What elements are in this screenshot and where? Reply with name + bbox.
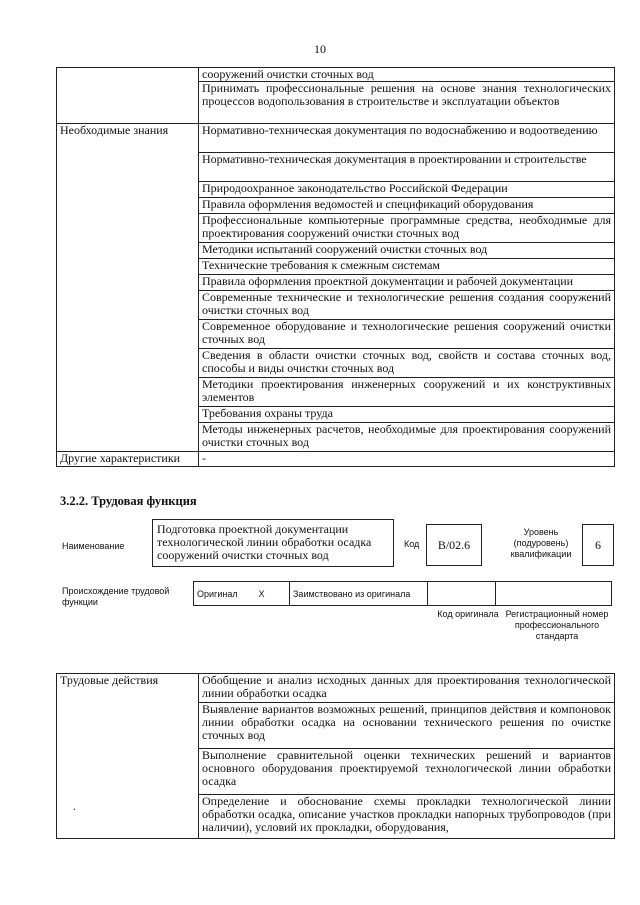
page-number: 10 — [314, 42, 326, 56]
knowledge-item: Методы инженерных расчетов, необходимые для проектирования сооружений очистки сточных вод — [199, 423, 615, 452]
knowledge-item: Методики испытаний сооружений очистки сточных вод — [199, 243, 615, 259]
name-label: Наименование — [62, 541, 125, 551]
labor-actions-label-text: Трудовые действия — [60, 673, 159, 687]
skill-item: сооружений очистки сточных вод — [199, 68, 615, 82]
labor-action-item: Обобщение и анализ исходных данных для проектирования технологической линии обработки осадка — [199, 674, 615, 703]
original-code-caption: Код оригинала — [437, 609, 499, 619]
labor-action-item: Выполнение сравнительной оценки технических решений и вариантов основного оборудования проектируемой технологической линии обработки осадка — [199, 749, 615, 795]
stray-mark: . — [73, 799, 76, 813]
code-label: Код — [404, 539, 420, 549]
knowledge-item: Методики проектирования инженерных сооружений и их конструктивных элементов — [199, 378, 615, 407]
knowledge-item: Профессиональные компьютерные программные средства, необходимые для проектирования сооружений очистки сточных вод — [199, 214, 615, 243]
table-label-cell — [57, 68, 199, 124]
knowledge-item: Современные технические и технологические решения создания сооружений очистки сточных вод — [199, 291, 615, 320]
section-heading: 3.2.2. Трудовая функция — [60, 494, 197, 508]
knowledge-item: Сведения в области очистки сточных вод, свойств и состава сточных вод, способы и виды очистки сточных вод — [199, 349, 615, 378]
original-mark: X — [256, 582, 290, 606]
knowledge-item: Нормативно-техническая документация в проектировании и строительстве — [199, 153, 615, 182]
labor-action-item: Определение и обоснование схемы прокладки технологической линии обработки осадка, описание участков прокладки напорных трубопроводов (при наличии), условий их прокладки, оборудования, — [199, 795, 615, 839]
knowledge-table — [56, 67, 615, 467]
original-code-cell — [428, 582, 496, 606]
other-characteristics-value: - — [199, 452, 615, 467]
origin-label: Происхождение трудовой функции — [62, 586, 170, 607]
knowledge-label: Необходимые знания — [57, 124, 199, 452]
borrowed-label: Заимствовано из оригинала — [290, 582, 428, 606]
labor-actions-label — [57, 674, 199, 839]
origin-table — [193, 581, 612, 606]
knowledge-item: Современное оборудование и технологические решения сооружений очистки сточных вод — [199, 320, 615, 349]
knowledge-item: Нормативно-техническая документация по водоснабжению и водоотведению — [199, 124, 615, 153]
registration-number-cell — [496, 582, 612, 606]
labor-actions-table — [56, 673, 615, 839]
registration-number-caption: Регистрационный номер профессионального стандарта — [505, 609, 609, 641]
knowledge-item: Правила оформления проектной документации и рабочей документации — [199, 275, 615, 291]
knowledge-item: Правила оформления ведомостей и спецификаций оборудования — [199, 198, 615, 214]
original-label: Оригинал — [194, 582, 256, 606]
qualification-level-box: 6 — [582, 524, 614, 566]
function-code-box: B/02.6 — [426, 524, 482, 566]
knowledge-item: Требования охраны труда — [199, 407, 615, 423]
skill-item: Принимать профессиональные решения на основе знания технологических процессов водопользования в строительстве и эксплуатации объектов — [199, 82, 615, 124]
qualification-level-label: Уровень (подуровень) квалификации — [510, 527, 572, 559]
function-name-box: Подготовка проектной документации технологической линии обработки осадка сооружений очистки сточных вод — [152, 519, 394, 567]
other-characteristics-label: Другие характеристики — [57, 452, 199, 467]
labor-action-item: Выявление вариантов возможных решений, принципов действия и компоновок линии обработки осадка на основании технического решения по очистке сточных вод — [199, 703, 615, 749]
knowledge-item: Технические требования к смежным системам — [199, 259, 615, 275]
knowledge-item: Природоохранное законодательство Российской Федерации — [199, 182, 615, 198]
